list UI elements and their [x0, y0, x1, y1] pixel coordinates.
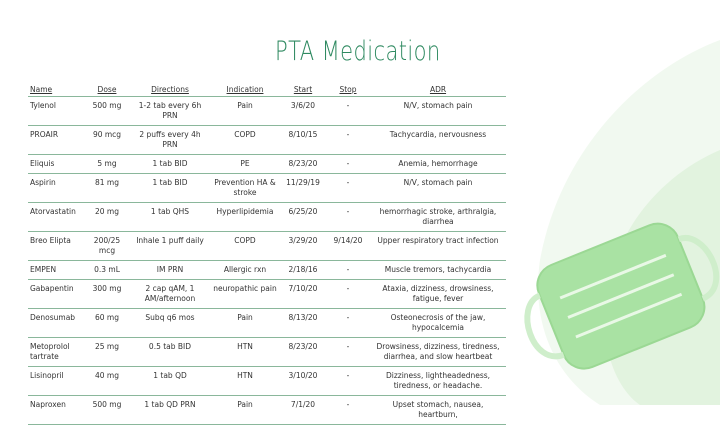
cell-name: PROAIR [28, 126, 84, 155]
cell-adr: Upset stomach, nausea, heartburn, [370, 396, 506, 425]
cell-name: Gabapentin [28, 280, 84, 309]
cell-directions: 1 tab QD [130, 367, 210, 396]
column-header-stop: Stop [326, 84, 370, 97]
table-row [28, 309, 506, 338]
cell-dose: 60 mg [84, 309, 130, 338]
cell-adr: Anemia, hemorrhage [370, 155, 506, 174]
cell-dose: 90 mcg [84, 126, 130, 155]
cell-stop: - [326, 203, 370, 232]
cell-indication: HTN [210, 338, 280, 367]
table-row [28, 232, 506, 261]
table-header-row [28, 84, 506, 97]
cell-start: 3/6/20 [280, 97, 326, 126]
cell-indication: Pain [210, 309, 280, 338]
cell-start: 8/10/15 [280, 126, 326, 155]
cell-stop: - [326, 367, 370, 396]
cell-stop: 9/14/20 [326, 232, 370, 261]
cell-indication: COPD [210, 232, 280, 261]
cell-start: 7/1/20 [280, 396, 326, 425]
cell-dose: 81 mg [84, 174, 130, 203]
table-row [28, 338, 506, 367]
cell-adr: Dizziness, lightheadedness, tiredness, or headache. [370, 367, 506, 396]
cell-indication: PE [210, 155, 280, 174]
cell-dose: 25 mg [84, 338, 130, 367]
page-title: PTA Medication [275, 36, 441, 67]
column-header-name: Name [28, 84, 84, 97]
table-row [28, 280, 506, 309]
cell-directions: 0.5 tab BID [130, 338, 210, 367]
cell-directions: 1 tab BID [130, 174, 210, 203]
cell-name: Denosumab [28, 309, 84, 338]
cell-dose: 0.3 mL [84, 261, 130, 280]
cell-directions: IM PRN [130, 261, 210, 280]
cell-name: Naproxen [28, 396, 84, 425]
cell-start: 8/23/20 [280, 155, 326, 174]
cell-stop: - [326, 309, 370, 338]
cell-directions: 1-2 tab every 6h PRN [130, 97, 210, 126]
cell-start: 6/25/20 [280, 203, 326, 232]
cell-adr: N/V, stomach pain [370, 174, 506, 203]
table-row [28, 396, 506, 425]
cell-stop: - [326, 338, 370, 367]
cell-dose: 200/25 mcg [84, 232, 130, 261]
cell-start: 8/13/20 [280, 309, 326, 338]
column-header-start: Start [280, 84, 326, 97]
column-header-indication: Indication [210, 84, 280, 97]
cell-dose: 500 mg [84, 97, 130, 126]
cell-stop: - [326, 261, 370, 280]
cell-name: Breo Elipta [28, 232, 84, 261]
cell-name: Atorvastatin [28, 203, 84, 232]
cell-adr: Tachycardia, nervousness [370, 126, 506, 155]
cell-indication: Pain [210, 97, 280, 126]
cell-directions: 2 puffs every 4h PRN [130, 126, 210, 155]
table-row [28, 261, 506, 280]
cell-name: Eliquis [28, 155, 84, 174]
cell-adr: Ataxia, dizziness, drowsiness, fatigue, fever [370, 280, 506, 309]
cell-directions: Subq q6 mos [130, 309, 210, 338]
cell-stop: - [326, 126, 370, 155]
cell-name: Lisinopril [28, 367, 84, 396]
table-row [28, 155, 506, 174]
cell-adr: Osteonecrosis of the jaw, hypocalcemia [370, 309, 506, 338]
cell-stop: - [326, 280, 370, 309]
table-row [28, 174, 506, 203]
cell-indication: neuropathic pain [210, 280, 280, 309]
cell-directions: 1 tab BID [130, 155, 210, 174]
cell-indication: COPD [210, 126, 280, 155]
column-header-adr: ADR [370, 84, 506, 97]
cell-stop: - [326, 155, 370, 174]
table-row [28, 203, 506, 232]
column-header-dose: Dose [84, 84, 130, 97]
cell-start: 3/29/20 [280, 232, 326, 261]
cell-directions: Inhale 1 puff daily [130, 232, 210, 261]
cell-directions: 2 cap qAM, 1 AM/afternoon [130, 280, 210, 309]
cell-adr: Muscle tremors, tachycardia [370, 261, 506, 280]
cell-adr: Drowsiness, dizziness, tiredness, diarrhea, and slow heartbeat [370, 338, 506, 367]
cell-start: 8/23/20 [280, 338, 326, 367]
cell-start: 3/10/20 [280, 367, 326, 396]
cell-name: EMPEN [28, 261, 84, 280]
cell-name: Tylenol [28, 97, 84, 126]
medication-table [28, 84, 506, 425]
table-row [28, 126, 506, 155]
cell-adr: hemorrhagic stroke, arthralgia, diarrhea [370, 203, 506, 232]
cell-indication: Prevention HA & stroke [210, 174, 280, 203]
cell-adr: Upper respiratory tract infection [370, 232, 506, 261]
cell-directions: 1 tab QHS [130, 203, 210, 232]
cell-dose: 20 mg [84, 203, 130, 232]
cell-name: Metoprolol tartrate [28, 338, 84, 367]
column-header-directions: Directions [130, 84, 210, 97]
cell-dose: 300 mg [84, 280, 130, 309]
table-row [28, 97, 506, 126]
cell-indication: Hyperlipidemia [210, 203, 280, 232]
cell-start: 7/10/20 [280, 280, 326, 309]
cell-name: Aspirin [28, 174, 84, 203]
cell-dose: 500 mg [84, 396, 130, 425]
cell-indication: Allergic rxn [210, 261, 280, 280]
cell-directions: 1 tab QD PRN [130, 396, 210, 425]
cell-dose: 5 mg [84, 155, 130, 174]
cell-stop: - [326, 174, 370, 203]
cell-dose: 40 mg [84, 367, 130, 396]
cell-indication: HTN [210, 367, 280, 396]
cell-start: 2/18/16 [280, 261, 326, 280]
table-row [28, 367, 506, 396]
cell-start: 11/29/19 [280, 174, 326, 203]
cell-stop: - [326, 396, 370, 425]
cell-indication: Pain [210, 396, 280, 425]
cell-adr: N/V, stomach pain [370, 97, 506, 126]
table-body [28, 97, 506, 425]
cell-stop: - [326, 97, 370, 126]
